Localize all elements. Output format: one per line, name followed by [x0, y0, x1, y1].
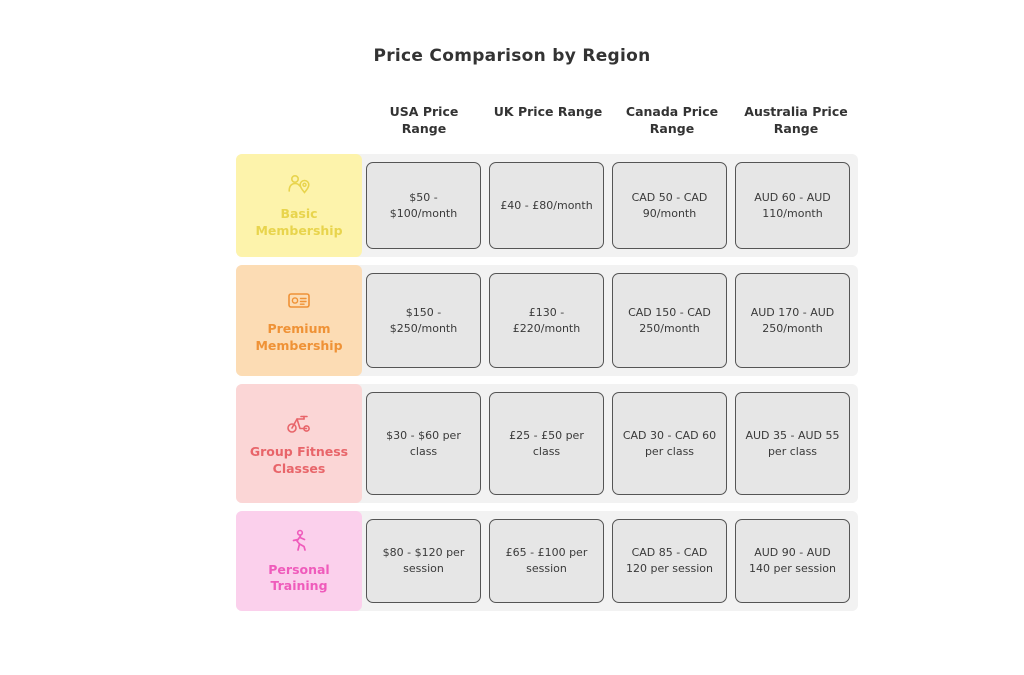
- cell-basic-usa: $50 - $100/month: [366, 162, 481, 249]
- row-label-text: Group Fitness Classes: [249, 444, 349, 476]
- row-label-premium-membership: [236, 265, 362, 376]
- comparison-table: [236, 92, 858, 619]
- cell-premium-usa: $150 - $250/month: [366, 273, 481, 368]
- exercise-bike-icon: [285, 410, 313, 436]
- table-row: [236, 154, 858, 257]
- row-label-text: Basic Membership: [255, 206, 343, 238]
- cell-personal-canada: CAD 85 - CAD 120 per session: [612, 519, 727, 603]
- column-header-canada: Canada Price Range: [625, 104, 719, 136]
- cell-premium-uk: £130 - £220/month: [489, 273, 604, 368]
- cell-group-usa: $30 - $60 per class: [366, 392, 481, 495]
- cell-group-canada: CAD 30 - CAD 60 per class: [612, 392, 727, 495]
- cell-premium-australia: AUD 170 - AUD 250/month: [735, 273, 850, 368]
- person-location-icon: [286, 172, 312, 198]
- table-row: [236, 511, 858, 611]
- page-title: Price Comparison by Region: [373, 46, 651, 66]
- row-label-personal-training: [236, 511, 362, 611]
- row-label-basic-membership: [236, 154, 362, 257]
- table-row: [236, 265, 858, 376]
- table-row: [236, 384, 858, 503]
- cell-personal-australia: AUD 90 - AUD 140 per session: [735, 519, 850, 603]
- column-header-australia: Australia Price Range: [744, 104, 848, 136]
- cell-basic-australia: AUD 60 - AUD 110/month: [735, 162, 850, 249]
- row-label-group-fitness-classes: [236, 384, 362, 503]
- cell-group-australia: AUD 35 - AUD 55 per class: [735, 392, 850, 495]
- column-header-usa: USA Price Range: [389, 104, 459, 136]
- cell-personal-uk: £65 - £100 per session: [489, 519, 604, 603]
- membership-card-icon: [286, 287, 312, 313]
- column-header-uk: UK Price Range: [493, 104, 603, 119]
- row-label-text: Premium Membership: [255, 321, 343, 353]
- cell-personal-usa: $80 - $120 per session: [366, 519, 481, 603]
- cell-basic-canada: CAD 50 - CAD 90/month: [612, 162, 727, 249]
- row-label-text: Personal Training: [268, 561, 330, 593]
- cell-group-uk: £25 - £50 per class: [489, 392, 604, 495]
- cell-premium-canada: CAD 150 - CAD 250/month: [612, 273, 727, 368]
- cell-basic-uk: £40 - £80/month: [489, 162, 604, 249]
- running-person-icon: [286, 528, 312, 554]
- table-header-row: [236, 92, 858, 154]
